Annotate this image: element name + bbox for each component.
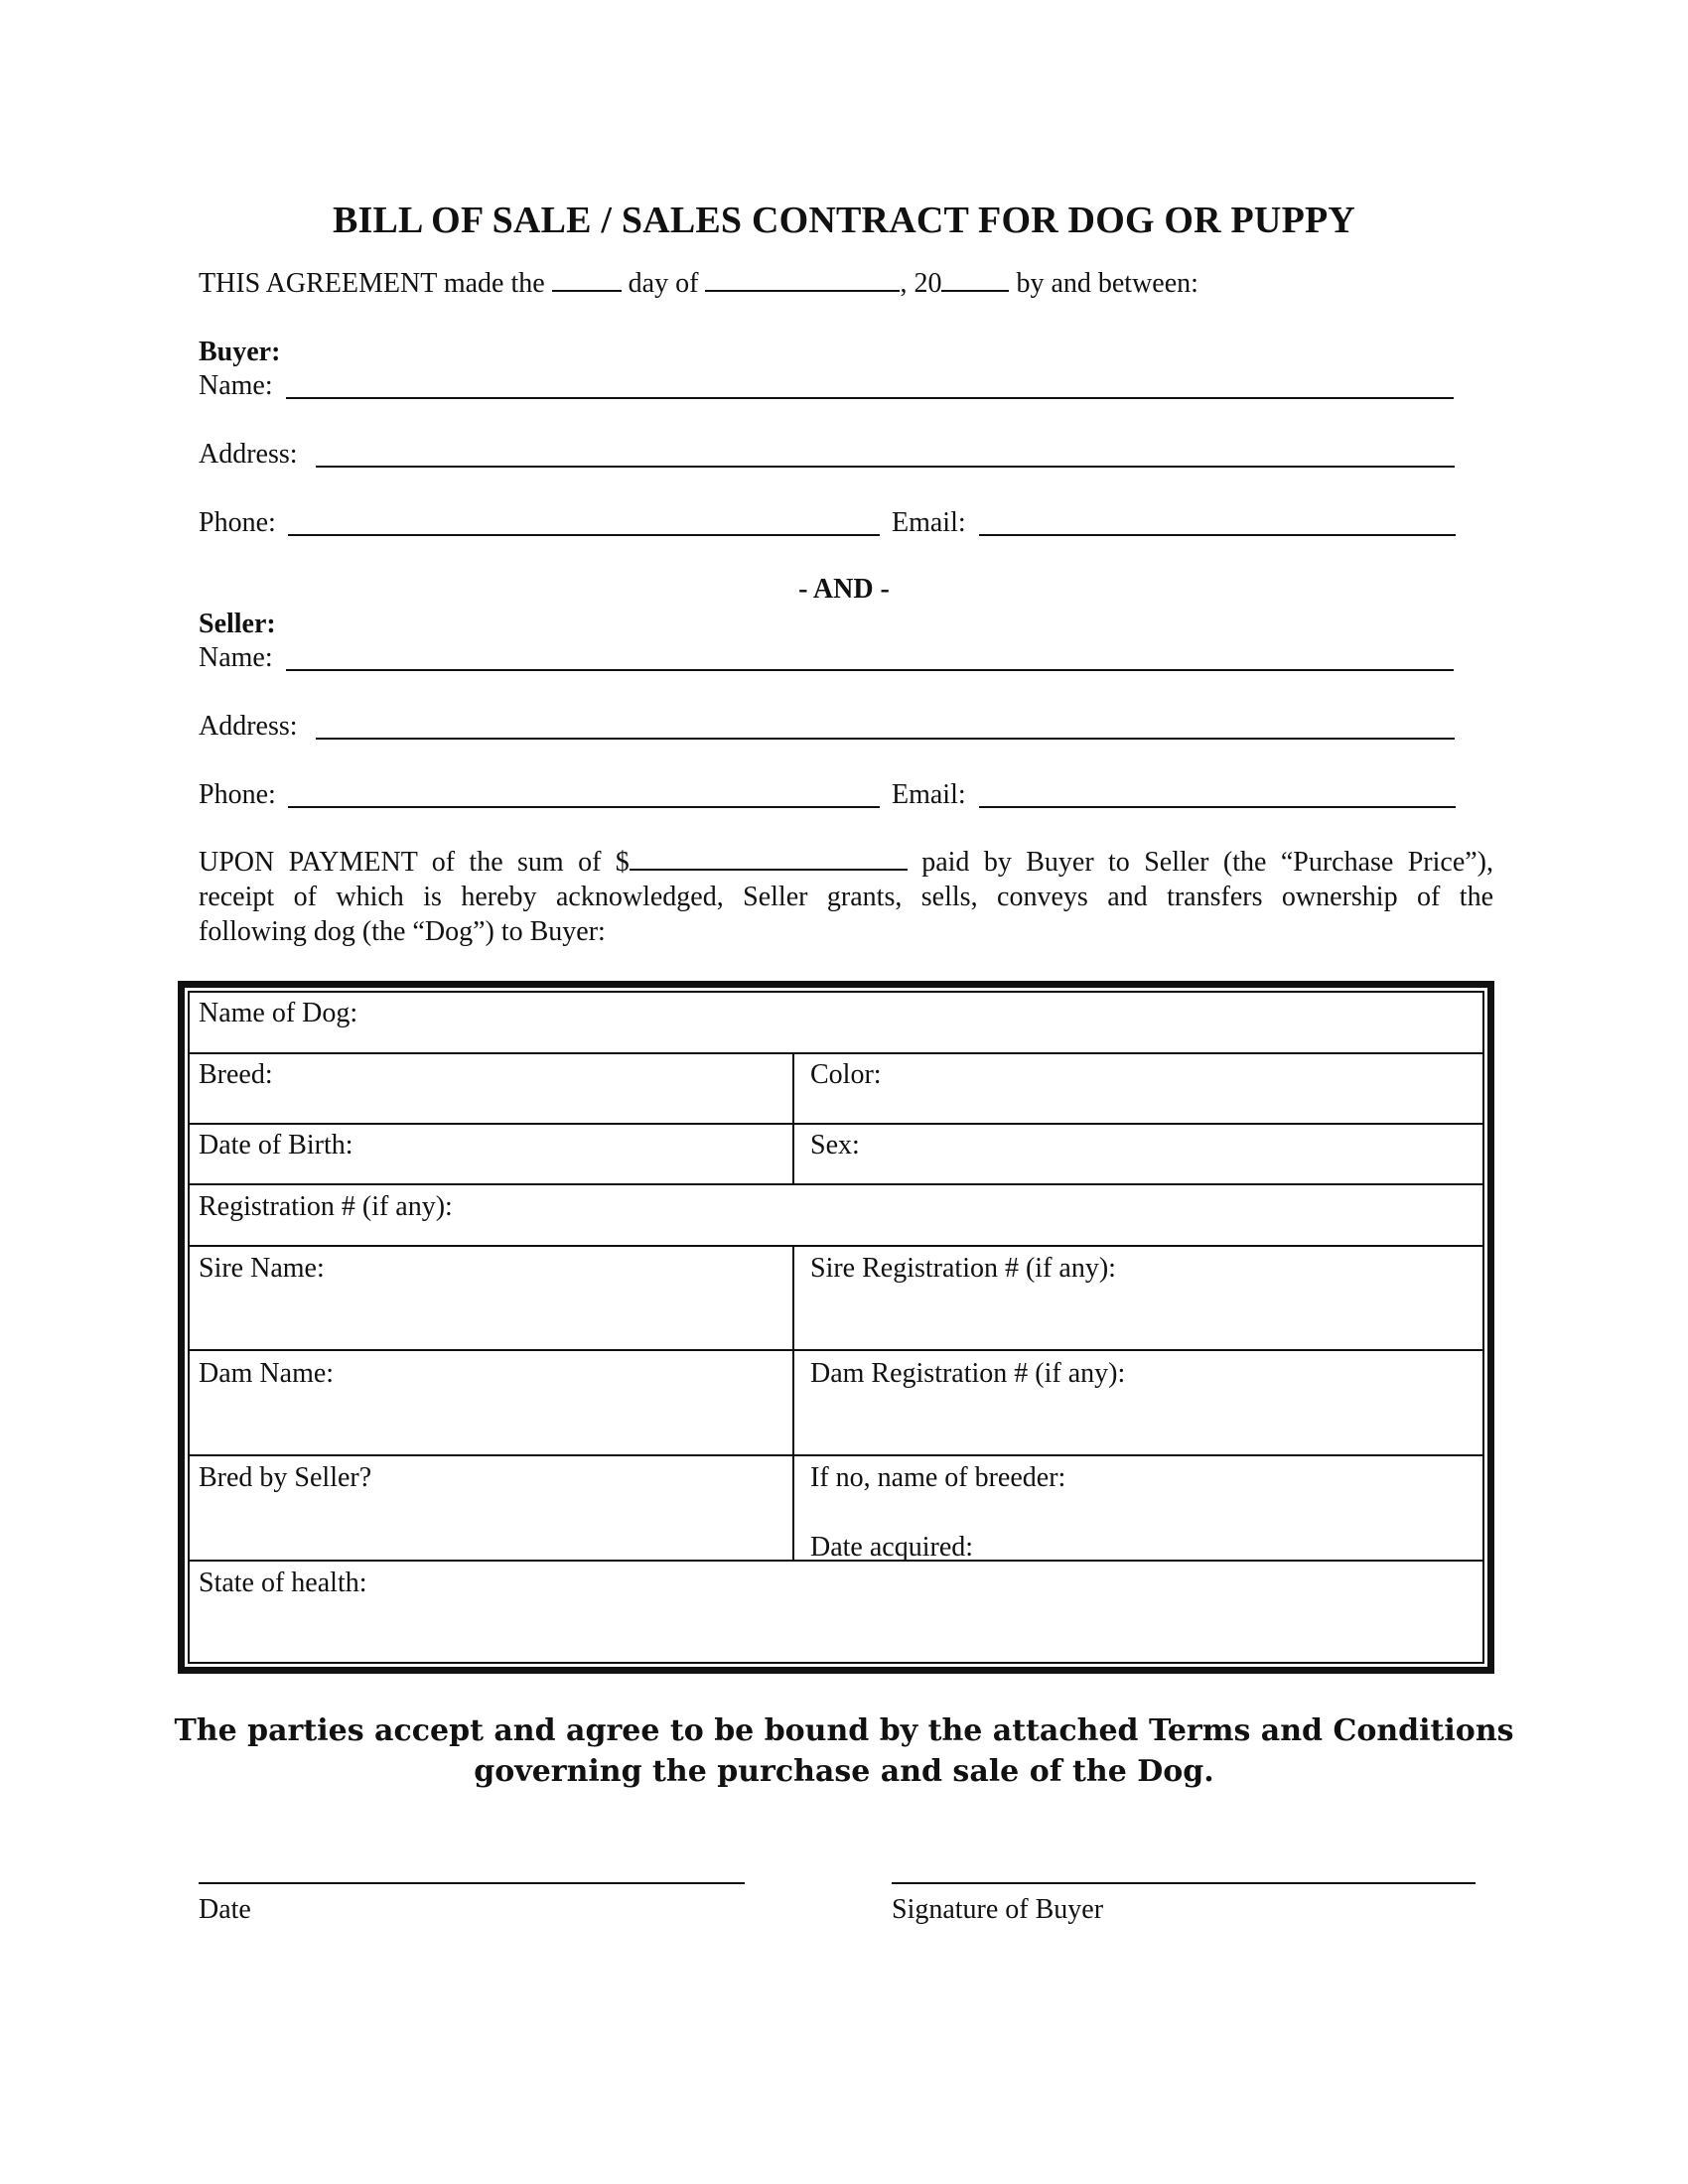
seller-heading: Seller: (199, 609, 276, 639)
date-label: Date (199, 1894, 251, 1925)
breed-label: Breed: (199, 1059, 273, 1090)
payment-line-3: following dog (the “Dog”) to Buyer: (199, 916, 606, 947)
seller-name-field[interactable] (286, 669, 1454, 671)
buyer-name-field[interactable] (286, 397, 1454, 399)
closing-line-2: governing the purchase and sale of the Dog. (474, 1754, 1214, 1789)
agreement-line (199, 266, 1198, 301)
table-row-divider (188, 1454, 1484, 1456)
table-column-divider (792, 1245, 794, 1561)
registration-label: Registration # (if any): (199, 1191, 453, 1222)
table-row-divider (188, 1052, 1484, 1054)
payment-line-1 (199, 845, 1493, 880)
buyer-heading: Buyer: (199, 337, 281, 367)
closing-line-1: The parties accept and agree to be bound by the attached Terms and Conditions (174, 1713, 1514, 1748)
closing-statement (0, 1710, 1688, 1792)
sire-name-label: Sire Name: (199, 1253, 325, 1284)
payment-paragraph (199, 845, 1493, 949)
buyer-phone-label: Phone: (199, 507, 276, 538)
buyer-address-field[interactable] (316, 466, 1455, 468)
agreement-text-between: by and between: (1016, 268, 1198, 299)
date-acquired-label: Date acquired: (810, 1532, 974, 1563)
table-row-divider (188, 1123, 1484, 1125)
seller-address-label: Address: (199, 711, 298, 742)
sire-registration-label: Sire Registration # (if any): (810, 1253, 1116, 1284)
agreement-day-blank[interactable] (552, 266, 622, 292)
agreement-month-blank[interactable] (705, 266, 900, 292)
buyer-email-label: Email: (892, 507, 966, 538)
buyer-phone-field[interactable] (288, 534, 880, 536)
color-label: Color: (810, 1059, 882, 1090)
seller-name-label: Name: (199, 642, 273, 673)
table-row-divider (188, 1245, 1484, 1247)
payment-line-2: receipt of which is hereby acknowledged, Seller grants, sells, conveys and transfers ownership of the (199, 882, 1493, 912)
seller-email-field[interactable] (979, 806, 1456, 808)
buyer-signature-line[interactable] (892, 1882, 1476, 1884)
date-signature-line[interactable] (199, 1882, 745, 1884)
table-row-divider (188, 1183, 1484, 1185)
agreement-text-year: , 20 (900, 268, 942, 299)
state-of-health-label: State of health: (199, 1568, 367, 1598)
purchase-price-blank[interactable] (630, 845, 908, 871)
seller-phone-label: Phone: (199, 779, 276, 810)
agreement-year-blank[interactable] (941, 266, 1009, 292)
name-of-dog-label: Name of Dog: (199, 998, 358, 1028)
seller-phone-field[interactable] (288, 806, 880, 808)
and-separator: - AND - (798, 574, 890, 605)
agreement-text-made: THIS AGREEMENT made the (199, 268, 545, 299)
buyer-name-label: Name: (199, 370, 273, 401)
buyer-email-field[interactable] (979, 534, 1456, 536)
agreement-text-day-of: day of (628, 268, 699, 299)
table-column-divider (792, 1052, 794, 1184)
dam-registration-label: Dam Registration # (if any): (810, 1358, 1126, 1389)
buyer-signature-label: Signature of Buyer (892, 1894, 1104, 1925)
sex-label: Sex: (810, 1130, 860, 1160)
date-of-birth-label: Date of Birth: (199, 1130, 353, 1160)
payment-paid-text: paid by Buyer to Seller (the “Purchase Price”), (921, 847, 1494, 878)
buyer-address-label: Address: (199, 439, 298, 470)
dam-name-label: Dam Name: (199, 1358, 335, 1389)
table-row-divider (188, 1349, 1484, 1351)
breeder-name-label: If no, name of breeder: (810, 1462, 1066, 1493)
seller-address-field[interactable] (316, 738, 1455, 740)
bred-by-seller-label: Bred by Seller? (199, 1462, 372, 1493)
seller-email-label: Email: (892, 779, 966, 810)
payment-sum-text: UPON PAYMENT of the sum of $ (199, 847, 630, 878)
page-title: BILL OF SALE / SALES CONTRACT FOR DOG OR PUPPY (332, 200, 1356, 241)
